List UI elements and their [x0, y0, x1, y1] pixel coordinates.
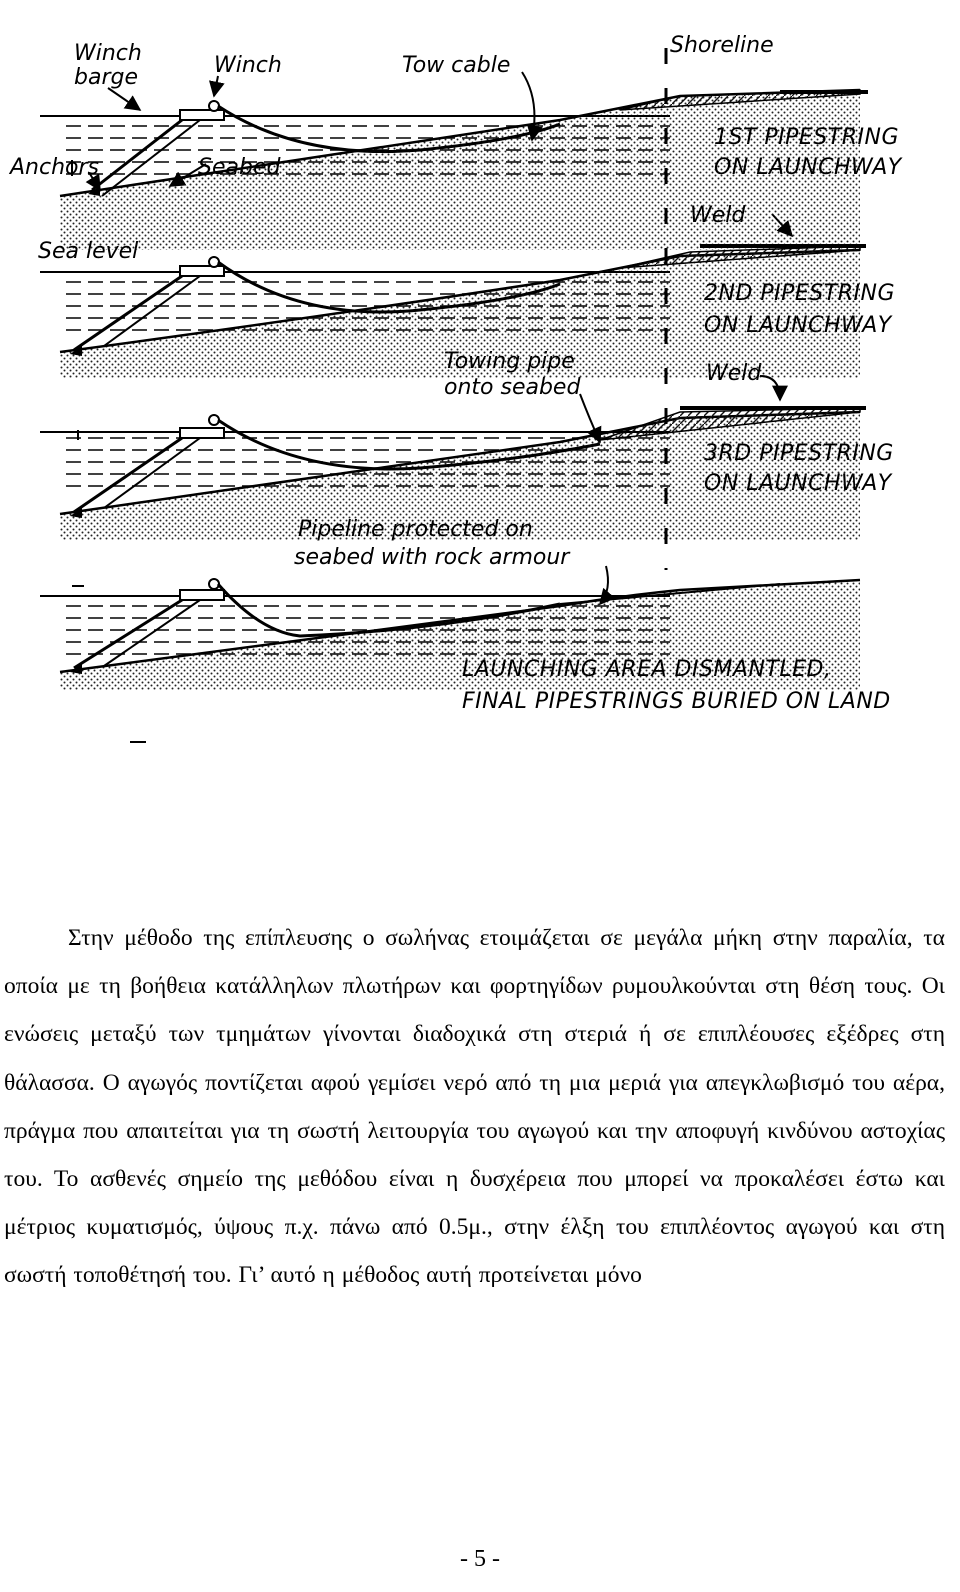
pipeline-protected-label-line1: Pipeline protected on [298, 517, 533, 542]
winch-barge-label-line2: barge [74, 65, 138, 90]
stage-2-caption-line2: ON LAUNCHWAY [704, 313, 892, 338]
towing-pipe-label [444, 349, 582, 400]
stage-1-caption-line2: ON LAUNCHWAY [714, 155, 902, 180]
stage-2-caption-line1: 2ND PIPESTRING [704, 281, 895, 306]
anchors-label: Anchors [10, 155, 99, 180]
body-paragraph: Στην μέθοδο της επίπλευσης ο σωλήνας ετοιμάζεται σε μεγάλα μήκη στην παραλία, τα οποία με τη βοήθεια κατάλληλων πλωτήρων και φορτηγίδων ρυμουλκούνται στη θέση τους. Οι ενώσεις μεταξύ των τμημάτων γίνονται διαδοχικά στη στεριά ή σε επιπλέουσες εξέδρες στη θάλασσα. Ο αγωγός ποντίζεται αφού γεμίσει νερό από τη μια μεριά για απεγκλωβισμό του αέρα, πράγμα που απαιτείται για τη σωστή λειτουργία του αγωγού και την αποφυγή κινδύνου αστοχίας του. Το ασθενές σημείο της μεθόδου είναι η δυσχέρεια που μπορεί να προκαλέσει έστω και μέτριος κυματισμός, ύψους π.χ. πάνω από 0.5μ., στην έλξη του επιπλέοντος αγωγού και στη σωστή τοποθέτησή του. Γι’ αυτό η μέθοδος αυτή προτείνεται μόνο [4, 925, 945, 1289]
winch-barge-label-line1: Winch [74, 41, 142, 66]
stage-3-caption-line1: 3RD PIPESTRING [704, 441, 894, 466]
seabed-label: Seabed [198, 155, 281, 180]
winch-label: Winch [214, 53, 282, 78]
sea-level-label: Sea level [38, 239, 139, 264]
towing-pipe-label-line1: Towing pipe [444, 349, 575, 374]
weld-label-2: Weld [706, 361, 762, 386]
stage-1-caption-line1: 1ST PIPESTRING [714, 125, 899, 150]
stage-3-caption-line2: ON LAUNCHWAY [704, 471, 892, 496]
towing-pipe-label-line2: onto seabed [444, 375, 581, 400]
pipeline-protected-label-line2: seabed with rock armour [294, 545, 570, 570]
stage-4-caption-line2: FINAL PIPESTRINGS BURIED ON LAND [462, 689, 891, 714]
pipeline-protected-label [294, 517, 571, 570]
shoreline-label: Shoreline [670, 33, 774, 58]
pipeline-towing-diagram [0, 0, 960, 780]
stage-4-caption-line1: LAUNCHING AREA DISMANTLED, [462, 657, 832, 682]
tow-cable-label: Tow cable [402, 53, 511, 78]
weld-label-1: Weld [690, 203, 746, 228]
winch-barge-label [74, 41, 149, 90]
page-number: - 5 - [460, 1546, 500, 1572]
